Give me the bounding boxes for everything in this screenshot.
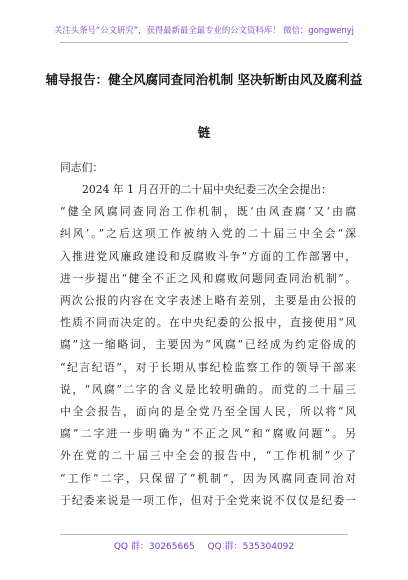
body-line: 说，“风腐”二字的含义是比较明确的。而党的二十届三 bbox=[60, 382, 356, 396]
document-title-line-2: 链 bbox=[197, 125, 211, 140]
document-title-line-1: 辅导报告：健全风腐同查同治机制 坚决斩断由风及腐利益 bbox=[45, 72, 363, 87]
greeting: 同志们： bbox=[60, 161, 104, 174]
body-line: 于纪委来说是一项工作，但对于全党来说不仅仅是纪委一 bbox=[60, 493, 356, 507]
body-line: 入推进党风廉政建设和反腐败斗争”方面的工作部署中， bbox=[60, 249, 356, 263]
footer-divider bbox=[60, 534, 348, 535]
header-promo-note: 关注头条号“公文研究”，获得最新最全最专业的公文资料库！ 微信：gongwenyj bbox=[54, 25, 354, 35]
body-line: 进一步提出“健全不正之风和腐败问题同查同治机制”。 bbox=[60, 271, 356, 285]
footer-qq-group-1: QQ 群：30265665 bbox=[113, 542, 195, 552]
body-line: 2024 年 1 月召开的二十届中央纪委三次全会提出： bbox=[82, 183, 332, 196]
body-line: “纪言纪语”，对于长期从事纪检监察工作的领导干部来 bbox=[60, 360, 356, 374]
body-line: “健全风腐同查同治工作机制，既‘由风查腐’又‘由腐 bbox=[60, 205, 356, 219]
footer bbox=[0, 539, 408, 552]
body-line: 纠风’。”之后这项工作被纳入党的二十届三中全会“深 bbox=[60, 227, 356, 241]
body-line: “工作”二字，只保留了“机制”，因为风腐同查同治对 bbox=[60, 471, 356, 485]
footer-qq-group-2: QQ 群：535304092 bbox=[207, 542, 295, 552]
body-line: 腐”二字进一步明确为“不正之风”和“腐败问题”。另 bbox=[60, 427, 356, 441]
body-line: 外在党的二十届三中全会的报告中，“工作机制”少了 bbox=[60, 449, 356, 463]
body-line: 性质不同而决定的。在中央纪委的公报中，直接使用“风 bbox=[60, 316, 356, 330]
body-line: 腐”这一缩略词，主要因为“风腐”已经成为约定俗成的 bbox=[60, 338, 356, 352]
body-line: 两次公报的内容在文字表述上略有差别，主要是由公报的 bbox=[60, 294, 356, 307]
body-line: 中全会报告，面向的是全党乃至全国人民，所以将“风 bbox=[60, 405, 356, 418]
header-divider bbox=[60, 42, 348, 43]
